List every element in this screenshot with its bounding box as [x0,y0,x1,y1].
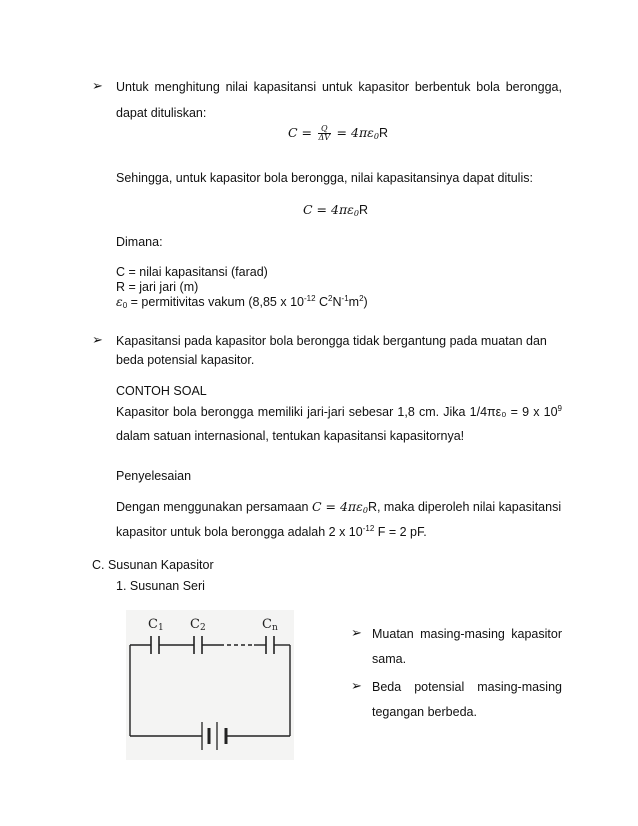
battery-icon [202,722,226,750]
penyelesaian-line-2: kapasitor untuk bola berongga adalah 2 x $10^{-12}$ F = 2 pF. [116,524,427,539]
definition-c: C = nilai kapasitansi (farad) [116,265,268,279]
label-cn: Cn [262,617,278,633]
section-c-subheading-seri: 1. Susunan Seri [116,579,205,593]
section-c-heading: C. Susunan Kapasitor [92,558,214,572]
series-circuit-diagram [126,610,294,760]
formula-capacitance-definition: C = $\frac{Q}{\Delta V}$ = $4\pi\varepsilon_0R$ [288,124,388,143]
bullet-arrow-icon: ➢ [92,79,103,94]
formula-capacitance-sphere: $C = 4\pi\varepsilon_0R$ [303,202,368,218]
penyelesaian-line-1: Dengan menggunakan persamaan $C = 4\pi\varepsilon_0R$, maka diperoleh nilai kapasitansi [116,499,562,515]
seri-point-1-line-1: Muatan masing-masing kapasitor [372,627,562,641]
penyelesaian-heading: Penyelesaian [116,469,192,483]
seri-point-2-line-2: tegangan berbeda. [372,705,477,719]
intro-line-1: Untuk menghitung nilai kapasitansi untuk kapasitor berbentuk bola berongga, [116,80,562,94]
bullet-arrow-icon: ➢ [351,626,362,641]
label-c2: C2 [190,617,206,633]
seri-point-2-line-1: Beda potensial masing-masing [372,680,562,694]
bullet-arrow-icon: ➢ [351,679,362,694]
definition-epsilon: $\varepsilon_0$ = permitivitas vakum (8,85 x $10^{-12}$ $C^2N^{-1}m^2$) [116,294,368,310]
label-c1: C1 [148,617,164,633]
contoh-soal-heading: CONTOH SOAL [116,384,207,398]
seri-point-1-line-2: sama. [372,652,407,666]
definition-r: R = jari jari (m) [116,280,199,294]
contoh-soal-line-1: Kapasitor bola berongga memiliki jari-jari sebesar 1,8 cm. Jika 1/4πε₀ = 9 x $10^9$ [116,404,562,419]
bullet2-line-2: beda potensial kapasitor. [116,353,255,367]
fraction-q-over-dv: $\frac{Q}{\Delta V}$ [318,124,331,143]
dimana-label: Dimana: [116,235,163,249]
bullet2-line-1: Kapasitansi pada kapasitor bola berongga tidak bergantung pada muatan dan [116,334,547,348]
bullet-arrow-icon: ➢ [92,333,103,348]
sehingga-text: Sehingga, untuk kapasitor bola berongga, nilai kapasitansinya dapat ditulis: [116,171,533,185]
contoh-soal-line-2: dalam satuan internasional, tentukan kapasitansi kapasitornya! [116,429,465,443]
intro-line-2: dapat dituliskan: [116,106,207,120]
series-capacitor-circuit [126,610,294,760]
